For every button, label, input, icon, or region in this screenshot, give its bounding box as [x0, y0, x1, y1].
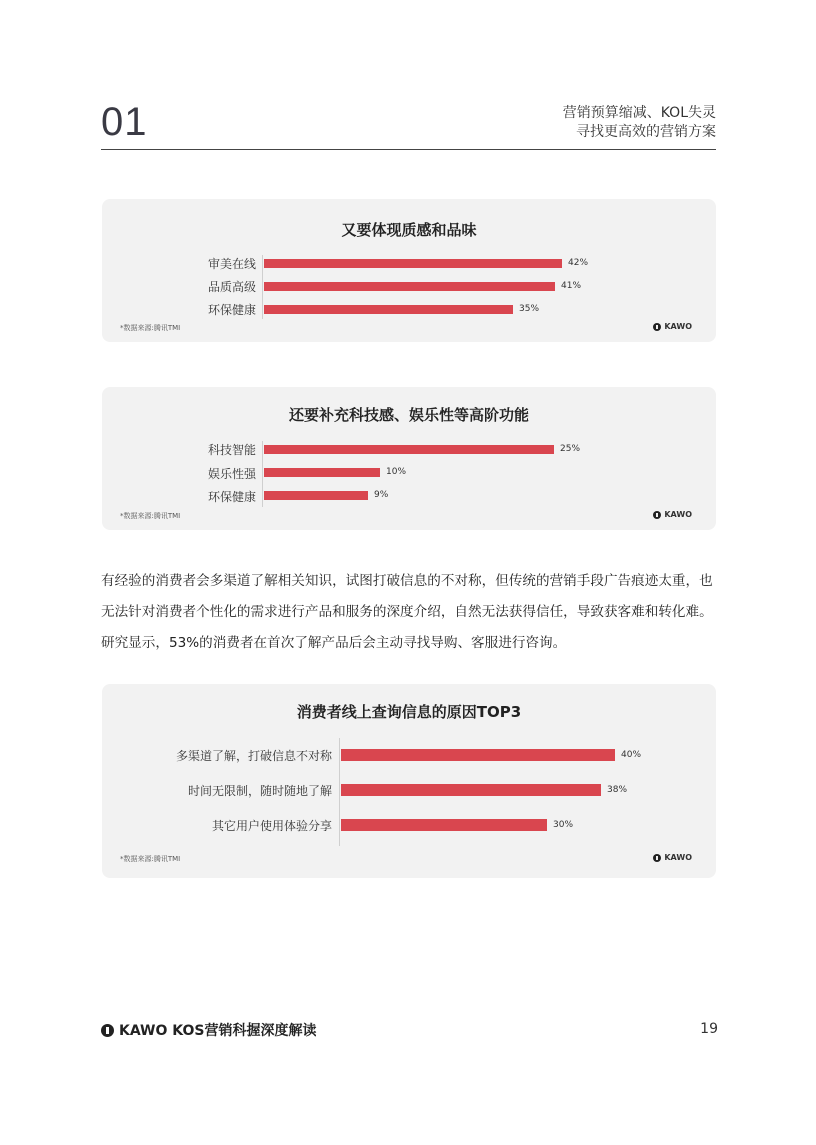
chart-card-2	[102, 387, 716, 530]
footer-brand	[101, 1020, 316, 1040]
bar	[264, 282, 555, 291]
bar	[264, 259, 562, 268]
header-title-line1: 营销预算缩减、KOL失灵	[562, 105, 716, 121]
header-title-line2: 寻找更高效的营销方案	[576, 124, 716, 140]
bar	[341, 819, 547, 831]
bar	[264, 491, 368, 500]
chart-axis	[262, 441, 263, 507]
kawo-logo-text: KAWO	[664, 853, 692, 862]
kawo-logo-icon	[653, 854, 661, 862]
bar-value: 41%	[561, 281, 582, 291]
data-source-note: *数据来源:腾讯TMI	[120, 855, 181, 863]
bar-label: 品质高级	[207, 280, 256, 294]
footer-brand-text: KAWO KOS营销科握深度解读	[119, 1023, 317, 1039]
bar	[341, 784, 601, 796]
bar-value: 35%	[519, 304, 540, 314]
kawo-logo-icon	[101, 1024, 114, 1037]
bar-value: 25%	[560, 444, 581, 454]
body-paragraph: 有经验的消费者会多渠道了解相关知识，试图打破信息的不对称，但传统的营销手段广告痕迹太重，也无法针对消费者个性化的需求进行产品和服务的深度介绍，自然无法获得信任，导致获客难和转化难。研究显示，53%的消费者在首次了解产品后会主动寻找导购、客服进行咨询。	[101, 573, 713, 651]
kawo-logo-text: KAWO	[664, 322, 692, 331]
kawo-logo	[653, 510, 692, 519]
data-source-note: *数据来源:腾讯TMI	[120, 512, 181, 520]
header-divider	[101, 149, 716, 150]
chart-card-1	[102, 199, 716, 342]
bar-value: 10%	[386, 467, 407, 477]
kawo-logo	[653, 322, 692, 331]
bar-label: 审美在线	[207, 257, 256, 271]
bar	[264, 468, 380, 477]
bar-value: 30%	[553, 820, 574, 830]
chart-title: 消费者线上查询信息的原因TOP3	[296, 703, 522, 721]
bar	[264, 305, 513, 314]
kawo-logo	[653, 853, 692, 862]
bar-label: 多渠道了解，打破信息不对称	[175, 749, 332, 763]
page-number: 19	[700, 1021, 718, 1037]
chart-card-3	[102, 684, 716, 878]
bar-label: 其它用户使用体验分享	[211, 819, 332, 833]
chart-title: 还要补充科技感、娱乐性等高阶功能	[288, 406, 529, 424]
kawo-logo-text: KAWO	[664, 510, 692, 519]
kawo-logo-icon	[653, 511, 661, 519]
bar-value: 42%	[568, 258, 589, 268]
bar-value: 38%	[607, 785, 628, 795]
chart-axis	[339, 738, 340, 846]
chart-title: 又要体现质感和品味	[341, 221, 477, 239]
bar	[264, 445, 554, 454]
data-source-note: *数据来源:腾讯TMI	[120, 324, 181, 332]
kawo-logo-icon	[653, 323, 661, 331]
bar-label: 娱乐性强	[207, 467, 256, 481]
bar-value: 9%	[374, 490, 389, 500]
bar-value: 40%	[621, 750, 642, 760]
bar-label: 环保健康	[207, 303, 256, 317]
bar-label: 环保健康	[207, 490, 256, 504]
header-title	[563, 104, 716, 142]
bar-label: 时间无限制，随时随地了解	[187, 784, 332, 798]
section-number: 01	[101, 100, 148, 144]
chart-axis	[262, 255, 263, 319]
bar	[341, 749, 615, 761]
bar-label: 科技智能	[207, 443, 256, 457]
